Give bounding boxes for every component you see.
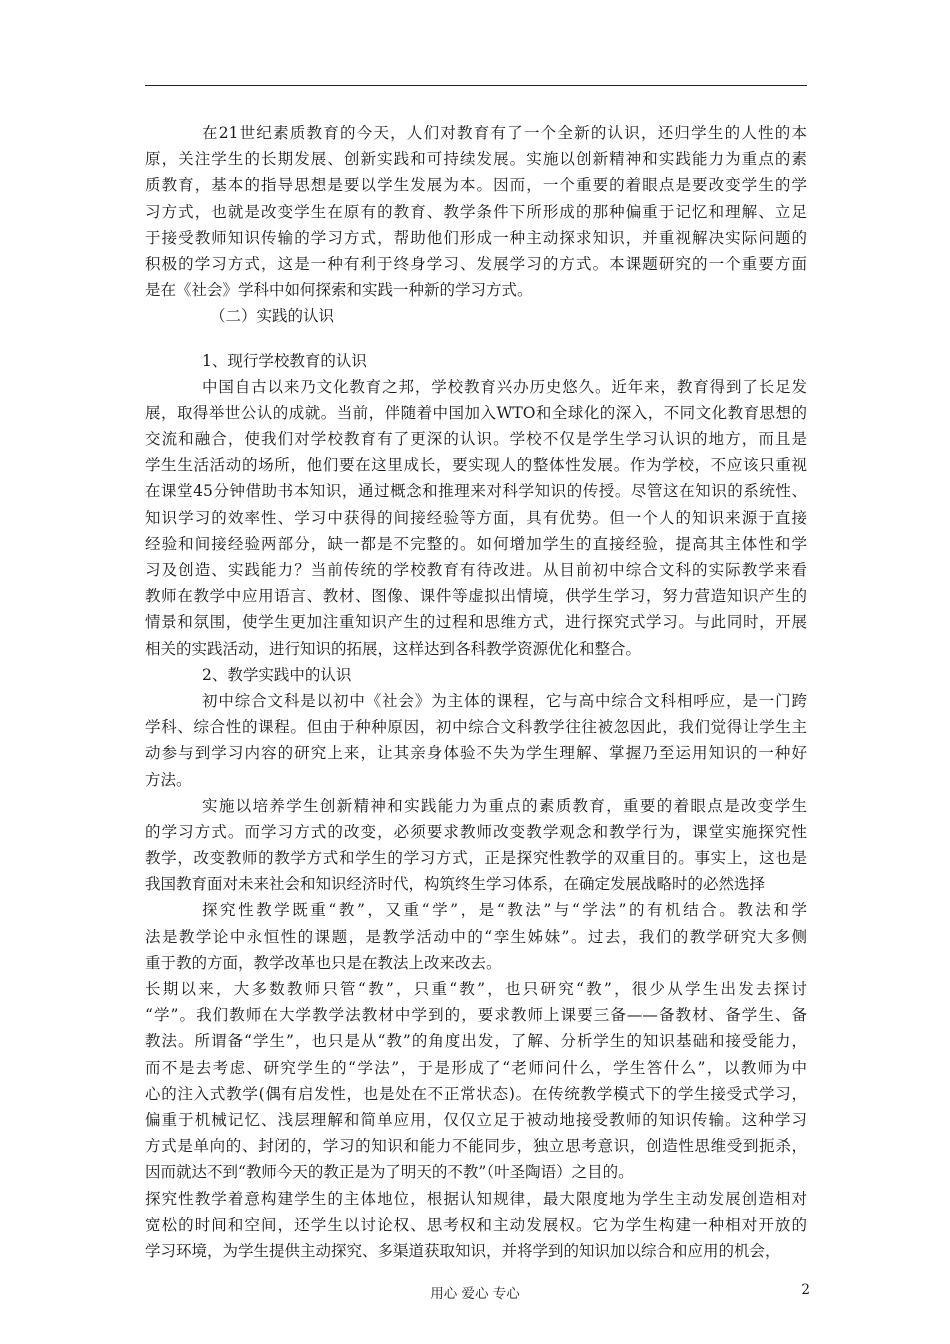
text-line: 原，关注学生的长期发展、创新实践和可持续发展。实施以创新精神和实践能力为重点的素: [145, 150, 807, 169]
document-body: [145, 120, 807, 1264]
text-line: 知识学习的效率性、学习中获得的间接经验等方面，具有优势。但一个人的知识来源于直接: [145, 508, 807, 527]
text-line: 展，取得举世公认的成就。当前，伴随着中国加入WTO和全球化的深入，不同文化教育思想的: [145, 403, 807, 422]
paragraph-p3: [145, 688, 807, 793]
text-line: 探究性教学着意构建学生的主体地位，根据认知规律，最大限度地为学生主动发展创造相对: [145, 1189, 807, 1208]
text-line: 动参与到学习内容的研究上来，让其亲身体验不失为学生理解、掌握乃至运用知识的一种好: [145, 744, 807, 763]
text-line: 初中综合文科是以初中《社会》为主体的课程，它与高中综合文科相呼应，是一门跨: [202, 691, 807, 710]
text-line: 心的注入式教学(偶有启发性，也是处在不正常状态)。在传统教学模式下的学生接受式学习，: [145, 1084, 807, 1103]
text-line: 学生生活活动的场所，他们要在这里成长，要实现人的整体性发展。作为学校，不应该只重视: [145, 456, 807, 475]
text-line: 教法。所谓备“学生”，也只是从“教”的角度出发，了解、分析学生的知识基础和接受能力，: [145, 1032, 807, 1051]
paragraph-p7: [145, 1186, 807, 1265]
text-line: 教学，改变教师的教学方式和学生的学习方式，正是探究性教学的双重目的。事实上，这也是: [145, 849, 807, 868]
paragraph-p4: [145, 793, 807, 898]
text-line: 情景和氛围，使学生更加注重知识产生的过程和思维方式，进行探究式学习。与此同时，开展: [145, 613, 807, 632]
paragraph-p5: [145, 897, 807, 976]
paragraph-h2: [145, 303, 807, 329]
text-line: 积极的学习方式，这是一种有利于终身学习、发展学习的方式。本课题研究的一个重要方面: [145, 254, 807, 273]
text-line: 在21世纪素质教育的今天，人们对教育有了一个全新的认识，还归学生的人性的本: [202, 124, 807, 142]
text-line: 习及创造、实践能力？当前传统的学校教育有待改进。从目前初中综合文科的实际教学来看: [145, 561, 807, 579]
text-line: 重于教的方面，教学改革也只是在教法上改来改去。: [145, 953, 502, 972]
text-line: 法是教学论中永恒性的课题，是教学活动中的“孪生姊妹”。过去，我们的教学研究大多侧: [145, 927, 807, 946]
text-line: 经验和间接经验两部分，缺一都是不完整的。如何增加学生的直接经验，提高其主体性和学: [145, 534, 807, 553]
text-line: 的学习方式。而学习方式的改变，必须要求教师改变教学观念和教学行为，课堂实施探究性: [145, 822, 807, 841]
text-line: 方式是单向的、封闭的，学习的知识和能力不能同步，独立思考意识，创造性思维受到扼杀，: [145, 1137, 807, 1156]
text-line: 因而就达不到“教师今天的教正是为了明天的不教”（叶圣陶语）之目的。: [145, 1163, 634, 1182]
text-line: 质教育，基本的指导思想是要以学生发展为本。因而，一个重要的着眼点是要改变学生的学: [145, 176, 807, 195]
text-line: 学习环境，为学生提供主动探究、多渠道获取知识，并将学到的知识加以综合和应用的机会，: [145, 1241, 781, 1260]
text-line: 偏重于机械记忆、浅层理解和简单应用，仅仅立足于被动地接受教师的知识传输。这种学习: [145, 1110, 807, 1129]
section-gap: [145, 330, 807, 348]
page-number: 2: [801, 1282, 810, 1298]
paragraph-p2: [145, 374, 807, 662]
text-line: “学”。我们教师在大学教学法教材中学到的，要求教师上课要三备——备教材、备学生、备: [145, 1006, 807, 1025]
text-line: 教师在教学中应用语言、教材、图像、课件等虚拟出情境，供学生学习，努力营造知识产生的: [145, 587, 807, 606]
paragraph-p1: [145, 120, 807, 303]
text-line: （二）实践的认识: [210, 307, 335, 326]
text-line: 于接受教师知识传输的学习方式，帮助他们形成一种主动探求知识，并重视解决实际问题的: [145, 228, 807, 247]
paragraph-h4: [145, 662, 807, 688]
text-line: 在课堂45分钟借助书本知识，通过概念和推理来对科学知识的传授。尽管这在知识的系统性、: [145, 482, 807, 501]
text-line: 实施以培养学生创新精神和实践能力为重点的素质教育，重要的着眼点是改变学生: [202, 796, 807, 815]
text-line: 宽松的时间和空间，还学生以讨论权、思考权和主动发展权。它为学生构建一种相对开放的: [145, 1215, 807, 1234]
paragraph-h3: [145, 348, 807, 374]
text-line: 长期以来，大多数教师只管“教”，只重“教”，也只研究“教”，很少从学生出发去探讨: [145, 980, 807, 998]
text-line: 习方式，也就是改变学生在原有的教育、教学条件下所形成的那种偏重于记忆和理解、立足: [145, 202, 807, 221]
text-line: 探究性教学既重“教”，又重“学”，是“教法”与“学法”的有机结合。教法和学: [202, 901, 807, 920]
text-line: 方法。: [145, 770, 192, 789]
text-line: 1、现行学校教育的认识: [202, 351, 367, 370]
text-line: 相关的实践活动，进行知识的拓展，这样达到各科教学资源优化和整合。: [145, 639, 642, 658]
text-line: 而不是去考虑、研究学生的“学法”，于是形成了“老师问什么，学生答什么”，以教师为中: [145, 1058, 807, 1077]
text-line: 中国自古以来乃文化教育之邦，学校教育兴办历史悠久。近年来，教育得到了长足发: [202, 377, 807, 396]
text-line: 2、教学实践中的认识: [202, 665, 352, 684]
header-rule: [145, 85, 807, 86]
text-line: 是在《社会》学科中如何探索和实践一种新的学习方式。: [145, 281, 533, 300]
text-line: 学科、综合性的课程。但由于种种原因，初中综合文科教学往往被忽因此，我们觉得让学生主: [145, 718, 807, 737]
text-line: 交流和融合，使我们对学校教育有了更深的认识。学校不仅是学生学习认识的地方，而且是: [145, 430, 807, 449]
text-line: 我国教育面对未来社会和知识经济时代，构筑终生学习体系，在确定发展战略时的必然选择: [145, 875, 766, 894]
paragraph-p6: [145, 976, 807, 1186]
footer-motto: 用心 爱心 专心: [430, 1286, 520, 1302]
